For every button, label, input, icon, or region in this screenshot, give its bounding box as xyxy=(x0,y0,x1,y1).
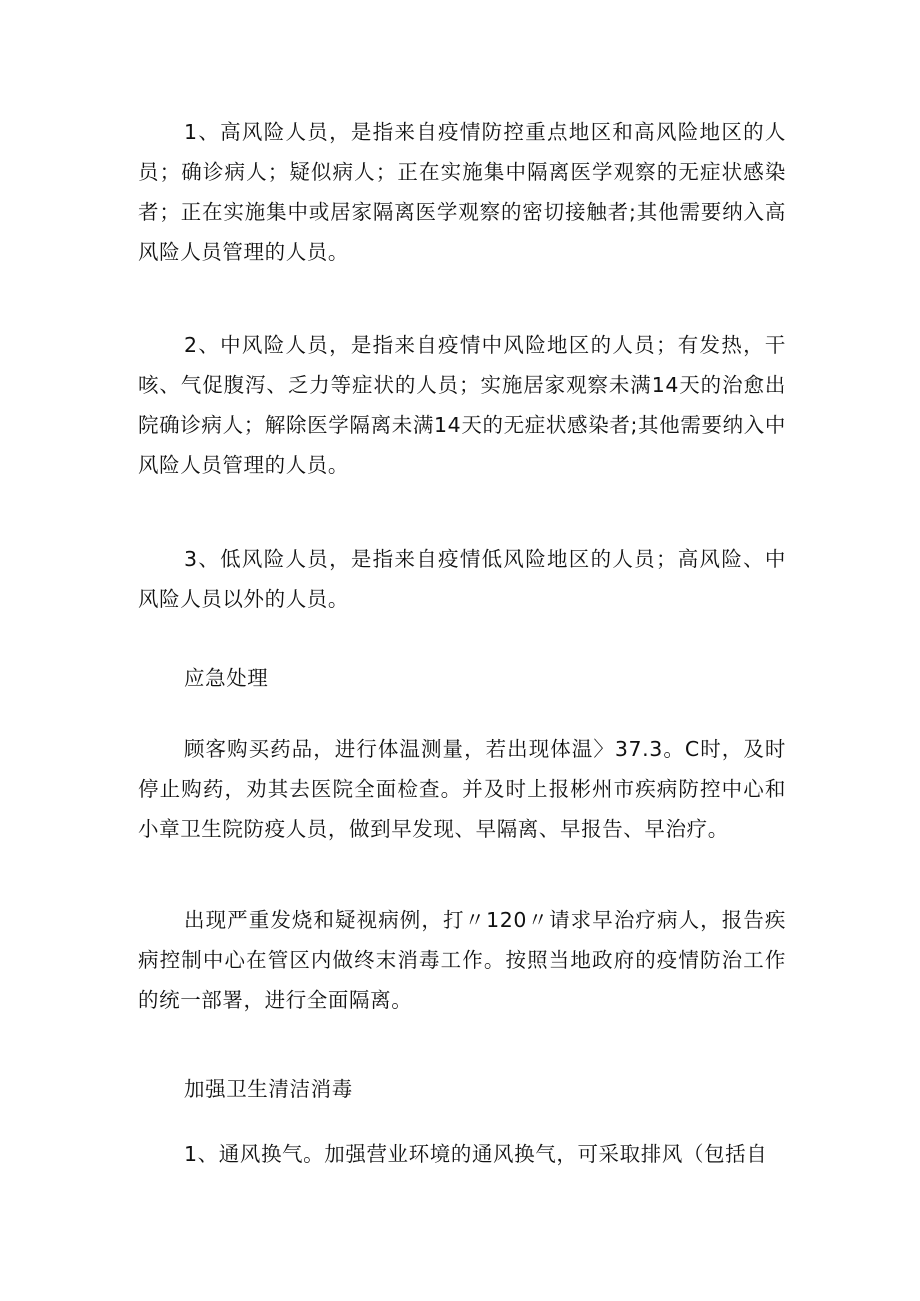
paragraph-medium-risk: 2、中风险人员，是指来自疫情中风险地区的人员；有发热，干咳、气促腹泻、乏力等症状的人员；实施居家观察未满14天的治愈出院确诊病人；解除医学隔离未满14天的无症状感染者;其他需要纳入中风险人员管理的人员。 xyxy=(138,333,786,477)
paragraph-high-risk: 1、高风险人员，是指来自疫情防控重点地区和高风险地区的人员；确诊病人；疑似病人；正在实施集中隔离医学观察的无症状感染者；正在实施集中或居家隔离医学观察的密切接触者;其他需要纳入高风险人员管理的人员。 xyxy=(138,120,786,264)
heading-sanitation: 加强卫生清洁消毒 xyxy=(184,1077,353,1101)
paragraph-low-risk: 3、低风险人员，是指来自疫情低风险地区的人员；高风险、中风险人员以外的人员。 xyxy=(138,547,786,611)
heading-emergency-handling: 应急处理 xyxy=(184,666,269,690)
paragraph-temperature-check: 顾客购买药品，进行体温测量，若出现体温〉37.3。C时，及时停止购药，劝其去医院全面检查。并及时上报彬州市疾病防控中心和小章卫生院防疫人员，做到早发现、早隔离、早报告、早治疗。 xyxy=(138,737,786,841)
paragraph-severe-cases: 出现严重发烧和疑视病例，打〃120〃请求早治疗病人，报告疾病控制中心在管区内做终末消毒工作。按照当地政府的疫情防治工作的统一部署，进行全面隔离。 xyxy=(138,908,786,1012)
paragraph-ventilation: 1、通风换气。加强营业环境的通风换气，可采取排风（包括自 xyxy=(184,1142,768,1166)
